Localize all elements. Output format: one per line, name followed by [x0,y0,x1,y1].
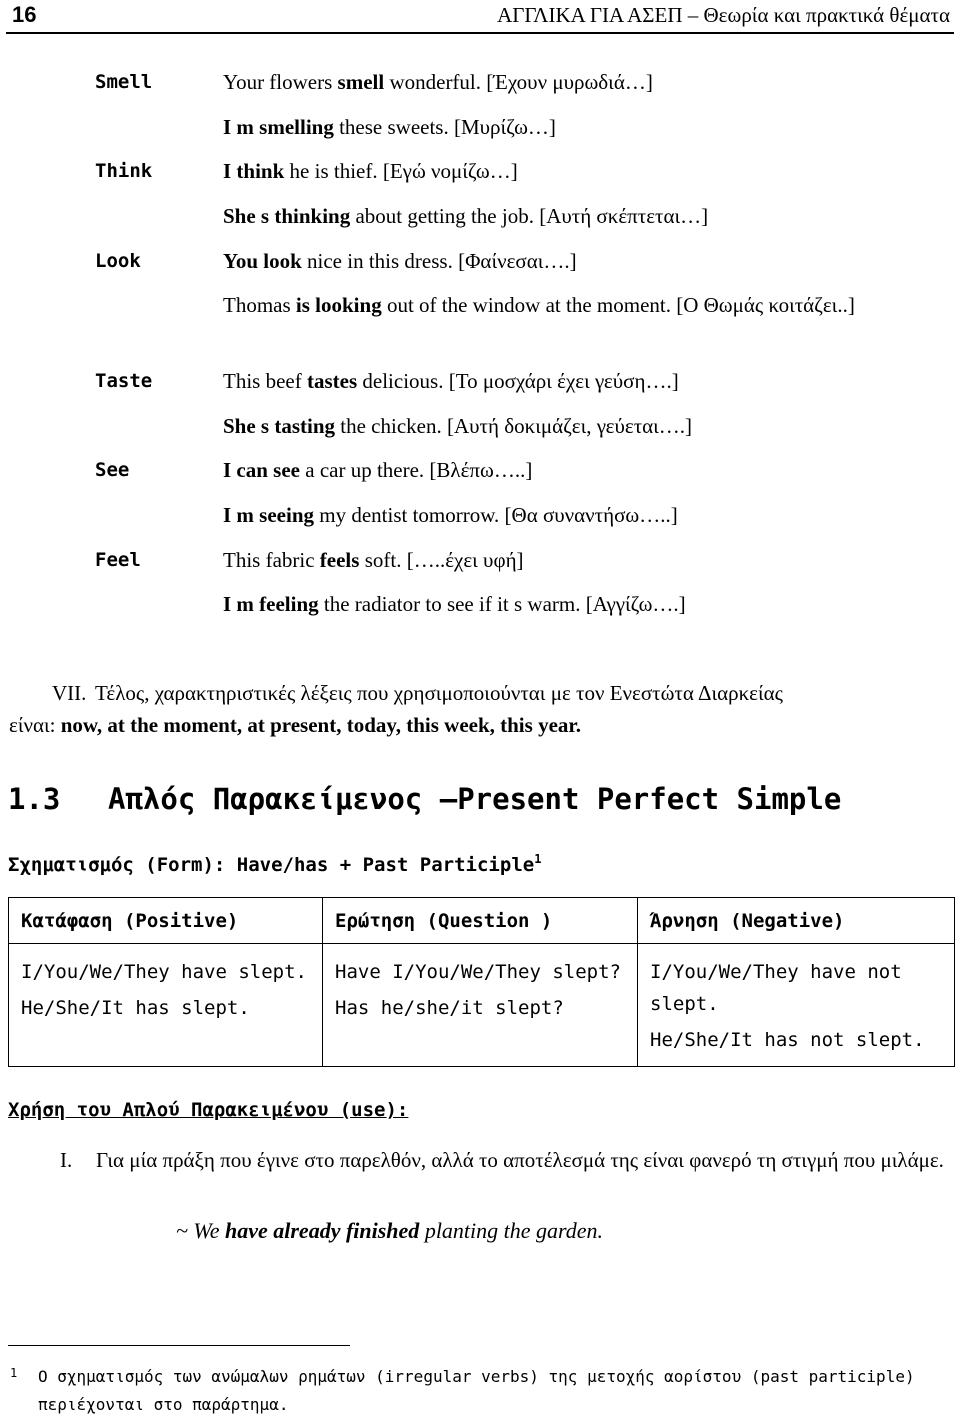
use-item-text: Για μία πράξη που έγινε στο παρελθόν, αλλά το αποτέλεσμά της είναι φανερό τη στιγμή που μιλάμε. [96,1148,944,1172]
verb-label: See [95,459,130,481]
book-title: ΑΓΓΛΙΚΑ ΓΙΑ ΑΣΕΠ – Θεωρία και πρακτικά θέματα [497,3,950,27]
section-number: VII. [52,681,87,705]
verb-label: Think [95,160,153,182]
use-item-number: I. [60,1148,73,1172]
example-sentence: This beef tastes delicious. [Το μοσχάρι έχει γεύση….] [223,369,679,393]
footnote-mark: 1 [10,1366,18,1380]
heading-number: 1.3 [8,782,61,816]
example-sentence: She s tasting the chicken. [Αυτή δοκιμάζει, γεύεται….] [223,414,693,438]
example-sentence: I think he is thief. [Εγώ νομίζω…] [223,159,518,183]
section-text-continued: είναι: now, at the moment, at present, today, this week, this year. [9,713,582,737]
tense-table [8,897,955,1067]
verb-label: Smell [95,71,153,93]
footnote-divider [8,1345,350,1346]
example-sentence: I can see a car up there. [Βλέπω…..] [223,458,533,482]
page-number: 16 [12,2,37,27]
verb-label: Feel [95,549,141,571]
use-heading: Χρήση του Απλού Παρακειμένου (use): [8,1099,409,1121]
footnote-text: Ο σχηματισμός των ανώμαλων ρημάτων (irregular verbs) της μετοχής αορίστου (past participle) περιέχονται στο παράρτημα. [38,1367,915,1414]
cell-positive: I/You/We/They have slept. He/She/It has slept. [9,944,323,1067]
formation-line: Σχηματισμός (Form): Have/has + Past Participle$^1$ [8,852,542,876]
header-positive: Κατάφαση (Positive) [9,898,323,944]
cell-question: Have I/You/We/They slept? Has he/she/it slept? [323,944,638,1067]
example-sentence: I m seeing my dentist tomorrow. [Θα συναντήσω…..] [223,503,678,527]
header-negative: Άρνηση (Negative) [638,898,955,944]
footnote-reference: 1 [534,852,542,866]
example-sentence: She s thinking about getting the job. [Αυτή σκέπτεται…] [223,204,709,228]
example-sentence: You look nice in this dress. [Φαίνεσαι….] [223,249,577,273]
example-sentence: This fabric feels soft. […..έχει υφή] [223,548,524,572]
example-sentence: I m smelling these sweets. [Μυρίζω…] [223,115,556,139]
header-question: Ερώτηση (Question ) [323,898,638,944]
page-header [6,0,954,34]
verb-label: Look [95,250,141,272]
section-heading [8,782,841,816]
example-sentence: I m feeling the radiator to see if it s warm. [Αγγίζω….] [223,592,686,616]
cell-negative: I/You/We/They have not slept. He/She/It has not slept. [638,944,955,1067]
section-text: Τέλος, χαρακτηριστικές λέξεις που χρησιμοποιούνται με τον Ενεστώτα Διαρκείας [95,681,783,705]
keywords: now, at the moment, at present, today, this week, this year. [60,713,582,737]
example-sentence: Thomas is looking out of the window at the moment. [Ο Θωμάς κοιτάζει..] [223,293,855,317]
example-sentence: Your flowers smell wonderful. [Έχουν μυρωδιά…] [223,70,653,94]
use-example: ~ We have already finished planting the garden. [176,1218,604,1243]
heading-title: Απλός Παρακείμενος –Present Perfect Simple [108,782,842,816]
verb-label: Taste [95,370,153,392]
